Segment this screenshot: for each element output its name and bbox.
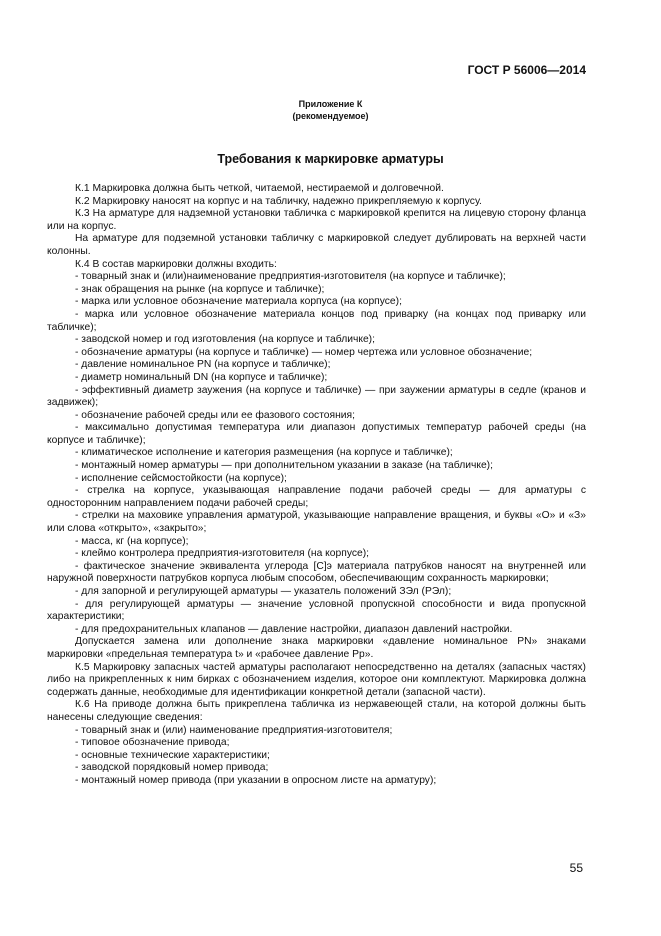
paragraph: К.4 В состав маркировки должны входить: bbox=[75, 258, 277, 270]
standard-header: ГОСТ Р 56006—2014 bbox=[467, 63, 586, 77]
paragraph: - давление номинальное PN (на корпусе и табличке); bbox=[75, 359, 331, 371]
paragraph: - монтажный номер привода (при указании в опросном листе на арматуру); bbox=[75, 774, 437, 786]
paragraph: - товарный знак и (или) наименование предприятия-изготовителя; bbox=[75, 724, 393, 736]
paragraph: - обозначение рабочей среды или ее фазового состояния; bbox=[75, 409, 355, 421]
paragraph: - клеймо контролера предприятия-изготовителя (на корпусе); bbox=[75, 548, 370, 560]
paragraph: - марка или условное обозначение материала корпуса (на корпусе); bbox=[75, 296, 402, 308]
paragraph: К.1 Маркировка должна быть четкой, читаемой, нестираемой и долговечной. bbox=[75, 183, 444, 194]
paragraph: - заводской порядковый номер привода; bbox=[75, 762, 269, 774]
paragraph: Допускается замена или дополнение знака маркировки «давление номинальное PN» знаками маркировки «предельная температура t» и «рабочее давление Pр». bbox=[47, 636, 586, 660]
paragraph: - стрелки на маховике управления арматурой, указывающие направление вращения, и буквы «О» и «З» или слова «открыто», «закрыто»; bbox=[47, 510, 586, 535]
paragraph: - для регулирующей арматуры — значение условной пропускной способности и вида пропускной характеристики; bbox=[47, 598, 586, 623]
paragraph: - заводской номер и год изготовления (на корпусе и табличке); bbox=[75, 334, 375, 346]
paragraph: К.6 На приводе должна быть прикреплена табличка из нержавеющей стали, на которой должны быть нанесены следующие сведения: bbox=[47, 699, 586, 723]
paragraph: К.5 Маркировку запасных частей арматуры располагают непосредственно на деталях (запасных частях) либо на прикрепленных к ним бирках с обозначением изделия, которое они комплектуют. Маркировка должна содержать данные, необходимые для идентификации конкретной детали (запасной части). bbox=[47, 661, 586, 698]
paragraph: - типовое обозначение привода; bbox=[75, 737, 230, 749]
paragraph: - максимально допустимая температура или диапазон допустимых температур рабочей среды (на корпусе и табличке); bbox=[47, 422, 586, 446]
paragraph: - климатическое исполнение и категория размещения (на корпусе и табличке); bbox=[75, 447, 453, 459]
paragraph: - стрелка на корпусе, указывающая направление подачи рабочей среды — для арматуры с односторонним направлением подачи рабочей среды; bbox=[47, 485, 586, 509]
appendix-type: (рекомендуемое) bbox=[292, 111, 369, 121]
paragraph: - для запорной и регулирующей арматуры — указатель положений ЗЭл (РЭл); bbox=[75, 586, 452, 597]
paragraph: К.2 Маркировку наносят на корпус и на табличку, надежно прикрепляемую к корпусу. bbox=[75, 195, 482, 207]
paragraph: - для предохранительных клапанов — давление настройки, диапазон давлений настройки. bbox=[75, 623, 513, 635]
paragraph: - знак обращения на рынке (на корпусе и табличке); bbox=[75, 283, 325, 295]
paragraph: - товарный знак и (или)наименование предприятия-изготовителя (на корпусе и табличке); bbox=[75, 271, 506, 283]
appendix-heading bbox=[0, 98, 661, 122]
paragraph: - диаметр номинальный DN (на корпусе и табличке); bbox=[75, 371, 328, 383]
paragraph: - масса, кг (на корпусе); bbox=[75, 535, 189, 547]
paragraph: - основные технические характеристики; bbox=[75, 749, 270, 761]
paragraph: - марка или условное обозначение материала концов под приварку (на концах под приварку или табличке); bbox=[47, 308, 586, 333]
appendix-label: Приложение К bbox=[298, 99, 363, 109]
paragraph: К.3 На арматуре для надземной установки табличка с маркировкой крепится на лицевую сторону фланца или на корпус. bbox=[47, 208, 586, 232]
document-body bbox=[47, 183, 586, 788]
page-number: 55 bbox=[569, 861, 583, 875]
paragraph: На арматуре для подземной установки табличку с маркировкой следует дублировать на верхней части колонны. bbox=[47, 233, 586, 257]
paragraph: - эффективный диаметр заужения (на корпусе и табличке) — при заужении арматуры в седле (кранов и задвижек); bbox=[47, 384, 586, 409]
paragraph: - обозначение арматуры (на корпусе и табличке) — номер чертежа или условное обозначение; bbox=[75, 346, 533, 358]
paragraph: - фактическое значение эквивалента углерода [C]э материала патрубков наносят на внутренней или наружной поверхности патрубков корпуса любым способом, обеспечивающим сохранность маркировки; bbox=[47, 560, 586, 585]
paragraph: - монтажный номер арматуры — при дополнительном указании в заказе (на табличке); bbox=[75, 460, 493, 472]
paragraph: - исполнение сейсмостойкости (на корпусе); bbox=[75, 472, 287, 484]
section-title: Требования к маркировке арматуры bbox=[217, 152, 444, 166]
